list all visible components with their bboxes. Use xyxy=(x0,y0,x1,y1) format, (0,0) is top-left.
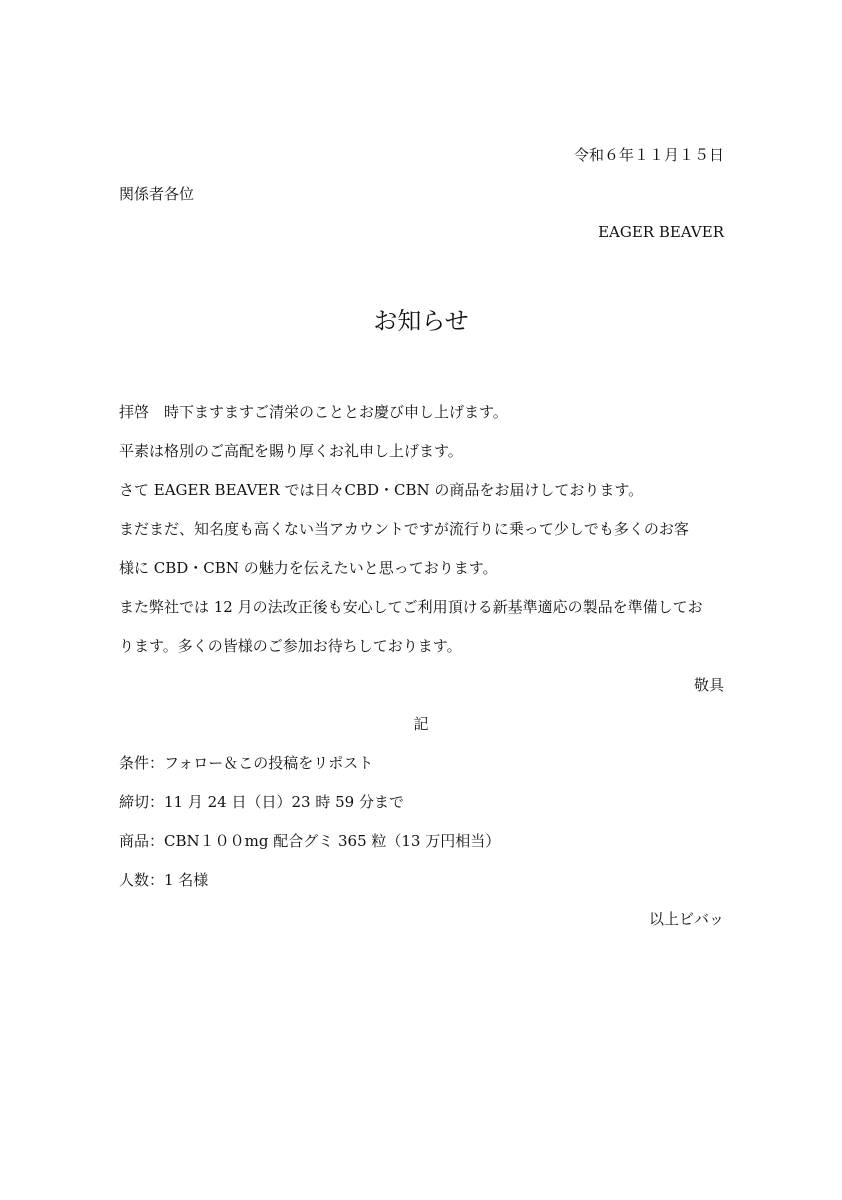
notes-item-conditions: 条件：フォロー＆この投稿をリポスト xyxy=(119,754,374,772)
body-line-1: 拝啓 時下ますますご清栄のこととお慶び申し上げます。 xyxy=(119,403,508,421)
body-line-3: さて EAGER BEAVER では日々CBD・CBN の商品をお届けしております。 xyxy=(119,481,644,499)
body-line-4: まだまだ、知名度も高くない当アカウントですが流行りに乗って少しでも多くのお客 xyxy=(119,520,689,538)
closing-line: 敬具 xyxy=(693,676,724,694)
notes-item-winners: 人数：1 名様 xyxy=(119,871,209,889)
notes-heading: 記 xyxy=(413,715,429,733)
notes-item-deadline: 締切：11 月 24 日（日）23 時 59 分まで xyxy=(119,793,404,811)
body-line-7: ります。多くの皆様のご参加お待ちしております。 xyxy=(119,637,462,655)
recipient-line: 関係者各位 xyxy=(119,185,195,203)
body-line-6: また弊社では 12 月の法改正後も安心してご利用頂ける新基準適応の製品を準備してお xyxy=(119,598,703,616)
sender-line: EAGER BEAVER xyxy=(598,223,724,241)
document-date: 令和６年１１月１５日 xyxy=(573,146,724,164)
document-title: お知らせ xyxy=(373,307,469,335)
body-line-2: 平素は格別のご高配を賜り厚くお礼申し上げます。 xyxy=(119,442,463,460)
body-line-5: 様に CBD・CBN の魅力を伝えたいと思っております。 xyxy=(119,559,498,577)
end-line: 以上ビバッ xyxy=(648,910,724,928)
notes-item-product: 商品：CBN１００mg 配合グミ 365 粒（13 万円相当） xyxy=(119,832,501,850)
